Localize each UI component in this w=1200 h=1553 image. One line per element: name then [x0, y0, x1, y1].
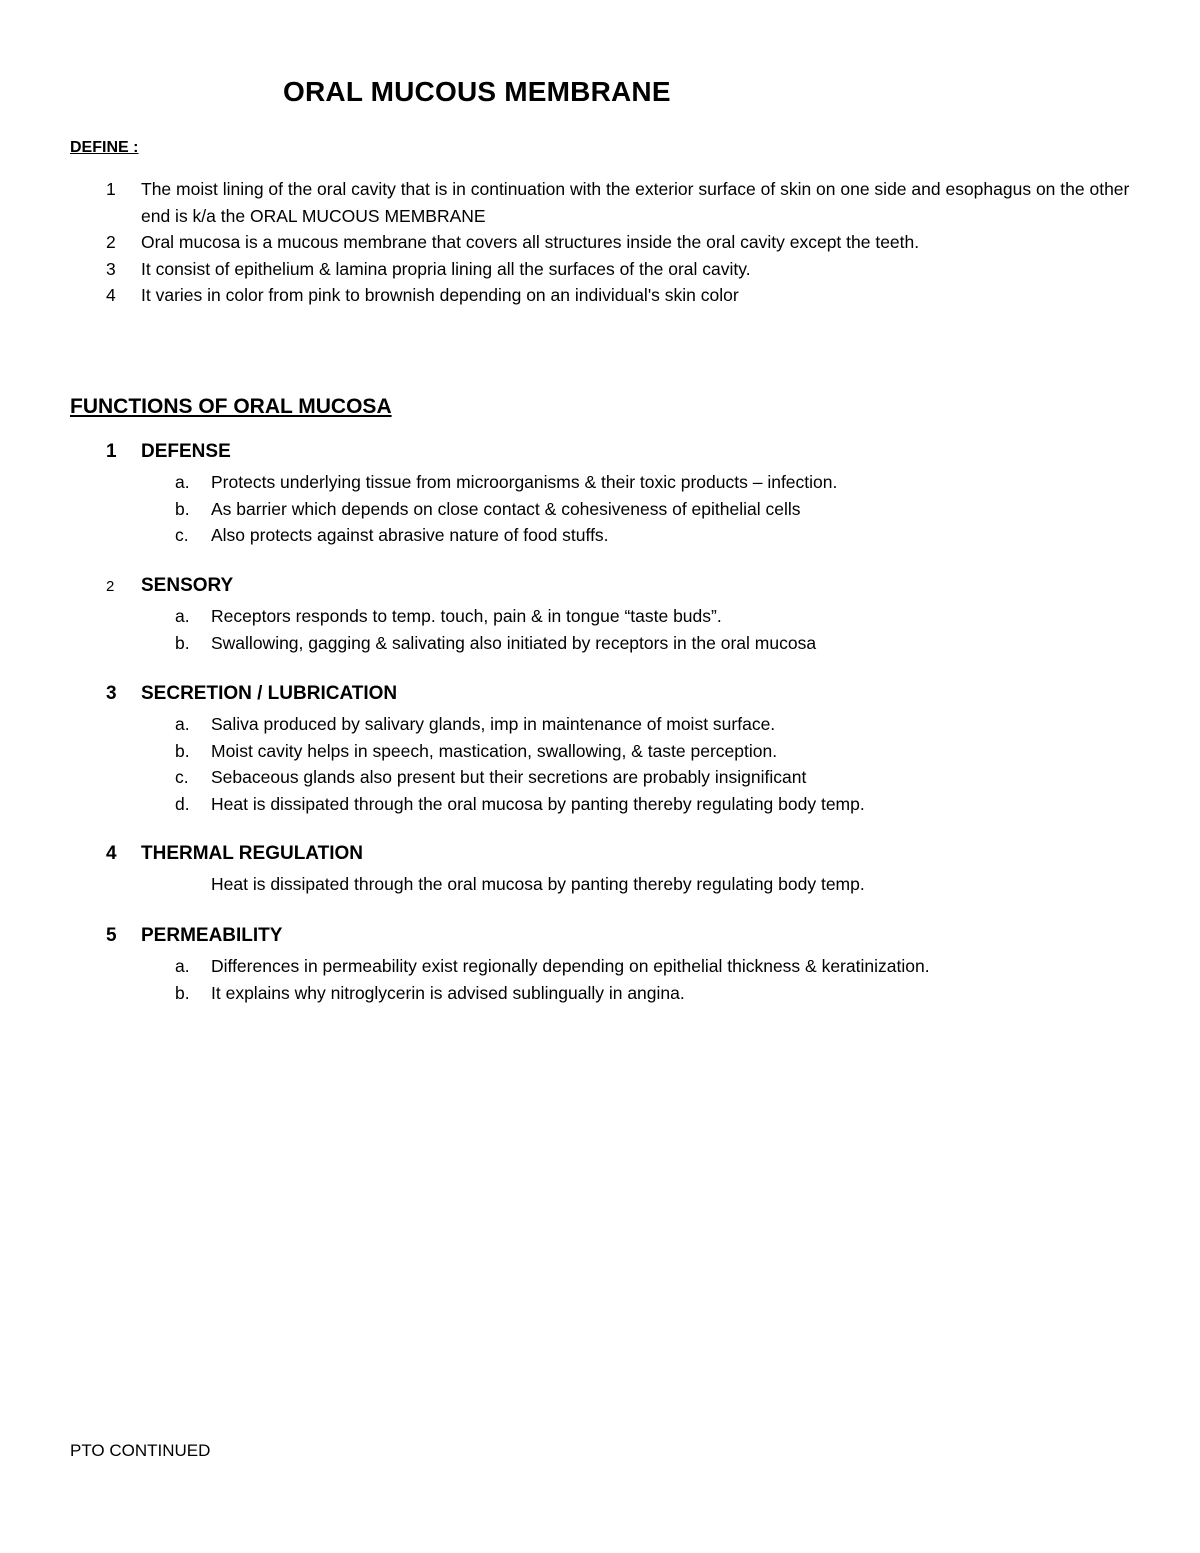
section-title: PERMEABILITY: [141, 925, 283, 946]
section-defense: [70, 441, 1130, 549]
list-item: [70, 953, 1130, 980]
definition-text: It varies in color from pink to brownish depending on an individual's skin color: [141, 285, 739, 305]
list-text: Heat is dissipated through the oral mucosa by panting thereby regulating body temp.: [211, 793, 865, 814]
list-text: Sebaceous glands also present but their secretions are probably insignificant: [211, 767, 807, 787]
section-number: 5: [106, 925, 117, 946]
section-number: 1: [106, 441, 117, 462]
section-heading: [70, 683, 1130, 711]
list-text: As barrier which depends on close contact & cohesiveness of epithelial cells: [211, 498, 801, 519]
list-text: Differences in permeability exist regionally depending on epithelial thickness & keratinization.: [211, 956, 930, 976]
definition-text: It consist of epithelium & lamina propria lining all the surfaces of the oral cavity.: [141, 258, 751, 279]
section-heading: [70, 575, 1130, 603]
list-letter: b.: [175, 632, 190, 653]
section-title: SENSORY: [141, 575, 234, 596]
list-letter: c.: [175, 525, 189, 545]
list-item: [70, 469, 1130, 496]
list-item: [70, 791, 1130, 818]
list-item: [70, 522, 1130, 549]
definition-number: 2: [106, 232, 116, 252]
section-title: SECRETION / LUBRICATION: [141, 683, 398, 704]
section-permeability: [70, 925, 1130, 1006]
list-text: Also protects against abrasive nature of food stuffs.: [211, 525, 609, 545]
definition-item: [70, 229, 1130, 256]
section-number: 4: [106, 843, 117, 864]
definition-number: 3: [106, 258, 116, 279]
section-heading: [70, 925, 1130, 953]
section-number: 2: [106, 578, 115, 595]
section-sensory: [70, 575, 1130, 656]
list-letter: b.: [175, 498, 190, 519]
list-text: Protects underlying tissue from microorganisms & their toxic products – infection.: [211, 472, 838, 492]
functions-heading: FUNCTIONS OF ORAL MUCOSA: [70, 395, 392, 418]
list-item: [70, 711, 1130, 738]
section-number: 3: [106, 683, 117, 704]
list-item: [70, 496, 1130, 523]
list-letter: b.: [175, 982, 190, 1003]
list-item: [70, 603, 1130, 630]
list-text: Saliva produced by salivary glands, imp in maintenance of moist surface.: [211, 714, 776, 734]
definition-number: 1: [106, 179, 116, 199]
list-letter: a.: [175, 606, 190, 626]
definition-text: The moist lining of the oral cavity that is in continuation with the exterior surface of skin on one side and esophagus on the other end is k/a the ORAL MUCOUS MEMBRANE: [141, 179, 1130, 226]
list-item: [70, 764, 1130, 791]
list-letter: b.: [175, 740, 190, 761]
list-text: Receptors responds to temp. touch, pain & in tongue “taste buds”.: [211, 606, 722, 626]
section-thermal-regulation: [70, 843, 1130, 898]
list-letter: a.: [175, 714, 190, 734]
definition-item: [70, 256, 1130, 283]
section-title: DEFENSE: [141, 441, 231, 462]
list-letter: a.: [175, 472, 190, 492]
definition-text: Oral mucosa is a mucous membrane that covers all structures inside the oral cavity except the teeth.: [141, 232, 920, 252]
list-item: [70, 630, 1130, 657]
define-label: DEFINE :: [70, 139, 139, 156]
section-text: Heat is dissipated through the oral mucosa by panting thereby regulating body temp.: [211, 874, 865, 894]
list-letter: a.: [175, 956, 190, 976]
list-text: Swallowing, gagging & salivating also initiated by receptors in the oral mucosa: [211, 632, 817, 653]
page-footer: PTO CONTINUED: [70, 1441, 211, 1460]
section-secretion-lubrication: [70, 683, 1130, 817]
list-letter: d.: [175, 793, 190, 814]
list-letter: c.: [175, 767, 189, 787]
definition-item: [70, 282, 1130, 309]
list-item: [70, 980, 1130, 1007]
list-text: It explains why nitroglycerin is advised sublingually in angina.: [211, 982, 685, 1003]
list-text: Moist cavity helps in speech, mastication, swallowing, & taste perception.: [211, 740, 778, 761]
section-title: THERMAL REGULATION: [141, 843, 364, 864]
page-title: ORAL MUCOUS MEMBRANE: [283, 76, 671, 107]
section-heading: [70, 441, 1130, 469]
list-item: [70, 738, 1130, 765]
definition-list: [70, 176, 1130, 309]
definition-item: [70, 176, 1130, 229]
definition-number: 4: [106, 285, 116, 305]
section-heading: [70, 843, 1130, 871]
